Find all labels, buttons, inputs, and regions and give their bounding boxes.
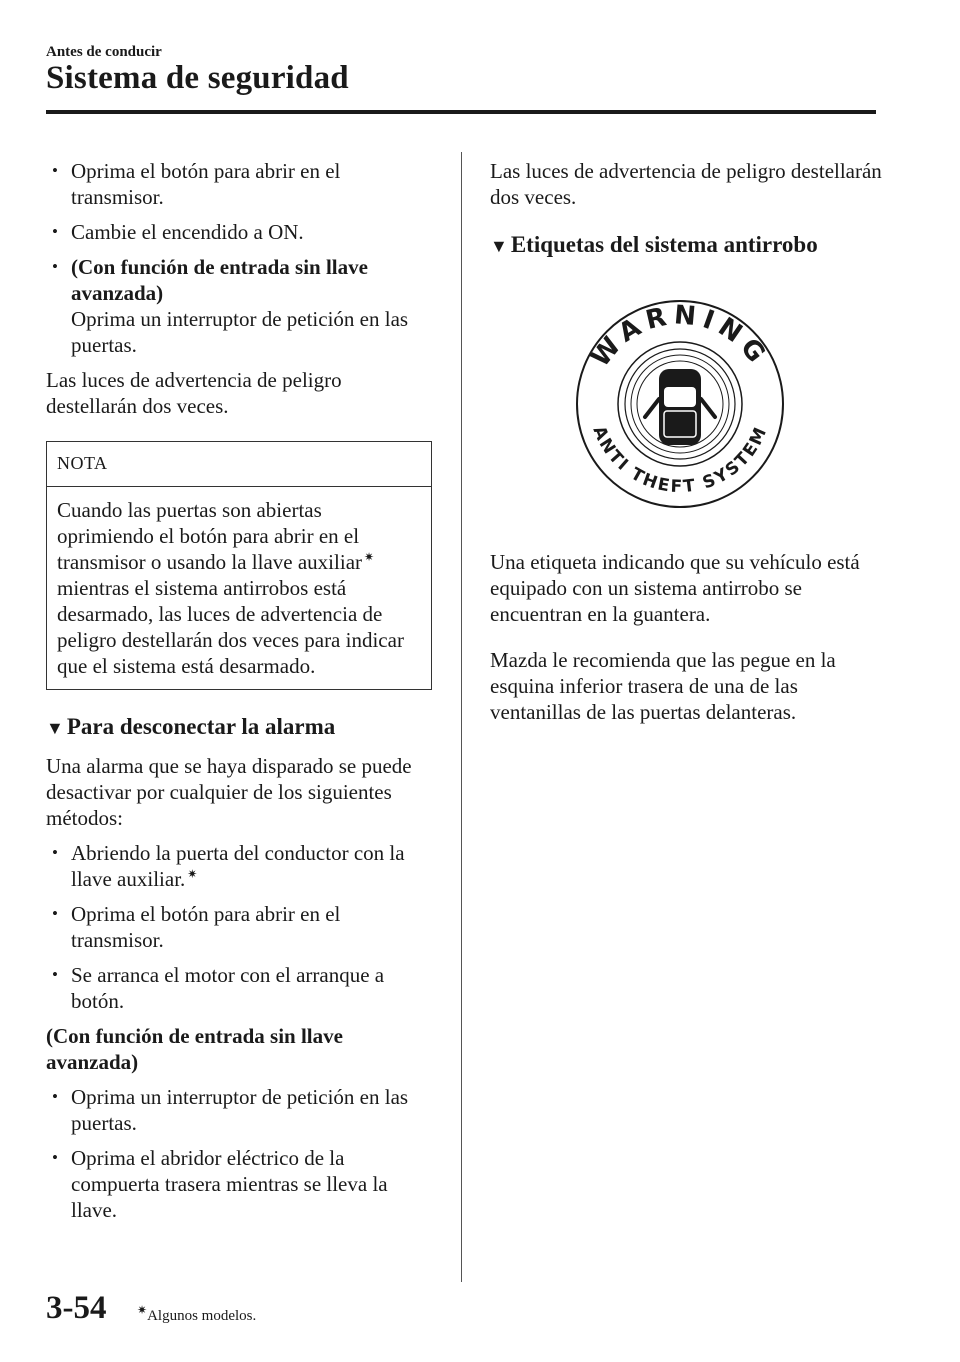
anti-theft-label-figure [575, 299, 785, 509]
down-triangle-icon: ▼ [46, 718, 64, 738]
list-item [46, 254, 434, 358]
note-text: mientras el sistema antirrobos está desarmado, las luces de advertencia de peligro destellarán dos veces para indicar que el sistema está desarmado. [57, 576, 404, 678]
paragraph: Las luces de advertencia de peligro destellarán dos veces. [46, 368, 342, 418]
asterisk-icon: ✷ [187, 867, 198, 881]
right-column [490, 158, 890, 734]
note-box [46, 441, 432, 690]
page-title: Sistema de seguridad [46, 60, 349, 96]
down-triangle-icon: ▼ [490, 236, 508, 256]
note-heading: NOTA [47, 442, 431, 487]
left-column [46, 158, 434, 1232]
paragraph: Una etiqueta indicando que su vehículo está equipado con un sistema antirrobo se encuentran en la guantera. [490, 550, 860, 626]
page-number: 3-54 [46, 1290, 107, 1326]
note-body [47, 487, 431, 689]
asterisk-icon: ✷ [137, 1303, 148, 1317]
list-item: • Oprima el abridor eléctrico de la compuerta trasera mientras se lleva la llave. [46, 1145, 434, 1223]
label-top-text: WARNING [585, 300, 775, 373]
footnote [135, 1303, 257, 1325]
list-item: • Oprima el botón para abrir en el transmisor. [46, 901, 434, 953]
section-heading [46, 714, 434, 741]
bullet-text: Oprima un interruptor de petición en las puertas. [71, 307, 409, 357]
column-divider [461, 152, 462, 1282]
asterisk-icon: ✷ [364, 550, 375, 564]
section-label: Antes de conducir [46, 44, 162, 60]
paragraph: Una alarma que se haya disparado se puede desactivar por cualquier de los siguientes métodos: [46, 754, 412, 830]
bullet-text: Abriendo la puerta del conductor con la llave auxiliar. [71, 841, 405, 891]
paragraph: Las luces de advertencia de peligro destellarán dos veces. [490, 159, 882, 209]
list-item: • Oprima el botón para abrir en el transmisor. [46, 158, 434, 210]
list-item: • Se arranca el motor con el arranque a botón. [46, 962, 434, 1014]
sub-heading: (Con función de entrada sin llave avanzada) [46, 1024, 343, 1074]
car-icon [645, 369, 715, 445]
list-item [46, 840, 434, 892]
paragraph: Mazda le recomienda que las pegue en la esquina inferior trasera de una de las ventanillas de las puertas delanteras. [490, 648, 836, 724]
section-heading-text: Para desconectar la alarma [66, 714, 336, 739]
bullet-bold-text: (Con función de entrada sin llave avanzada) [71, 255, 368, 305]
label-bottom-text: ANTI THEFT SYSTEM [588, 422, 772, 498]
section-heading [490, 232, 890, 259]
list-item: • Cambie el encendido a ON. [46, 219, 434, 245]
section-heading-text: Etiquetas del sistema antirrobo [510, 232, 818, 257]
list-item: • Oprima un interruptor de petición en las puertas. [46, 1084, 434, 1136]
note-text: Cuando las puertas son abiertas oprimiendo el botón para abrir en el transmisor o usando la llave auxiliar [57, 498, 363, 574]
footnote-text: Algunos modelos. [147, 1308, 257, 1324]
title-rule [46, 110, 876, 114]
